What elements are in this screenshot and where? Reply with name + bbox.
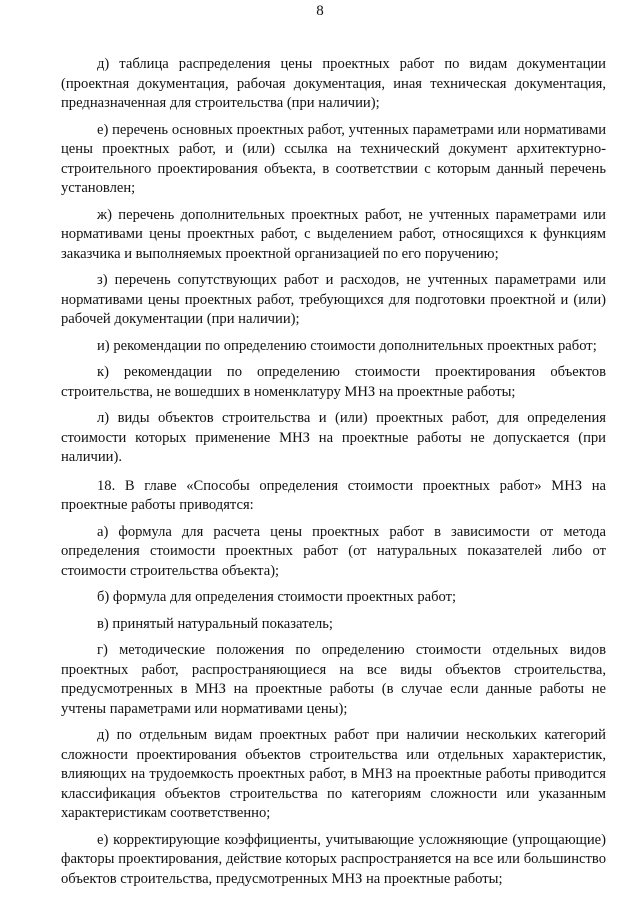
paragraph-d-price-distribution-table: д) таблица распределения цены проектных работ по видам документации (проектная документация, рабочая документация, иная техническая документация, предназначенная для строительства (при наличии); (61, 56, 606, 111)
paragraph-z-related-works-list: з) перечень сопутствующих работ и расходов, не учтенных параметрами или нормативами цены проектных работ, требующихся для подготовки проектной и (или) рабочей документации (при наличии); (61, 272, 606, 327)
paragraph-k-design-cost-recommendations: к) рекомендации по определению стоимости проектирования объектов строительства, не вошедших в номенклатуру МНЗ на проектные работы; (61, 364, 606, 400)
paragraph-i-additional-works-recommendations: и) рекомендации по определению стоимости дополнительных проектных работ; (97, 337, 597, 354)
paragraph-e-main-works-list: е) перечень основных проектных работ, учтенных параметрами или нормативами цены проектных работ, и (или) ссылка на технический документ архитектурно-строительного проектирования объекта, в соответствии с которым данный перечень установлен; (61, 121, 606, 196)
page-number: 8 (316, 3, 324, 19)
paragraph-zh-additional-works-list: ж) перечень дополнительных проектных работ, не учтенных параметрами или нормативами цены проектных работ, с выделением работ, относящихся к функциям заказчика и выполняемых проектной организацией по его поручению; (61, 206, 606, 262)
paragraph-a-price-formula: а) формула для расчета цены проектных работ в зависимости от метода определения стоимости проектных работ (от натуральных показателей либо от стоимости строительства объекта); (61, 523, 606, 579)
paragraph-18-cost-methods-chapter: 18. В главе «Способы определения стоимости проектных работ» МНЗ на проектные работы приводятся: (61, 477, 606, 513)
paragraph-b-cost-formula: б) формула для определения стоимости проектных работ; (97, 589, 457, 605)
paragraph-v-natural-indicator: в) принятый натуральный показатель; (97, 615, 333, 632)
paragraph-g-methodical-provisions: г) методические положения по определению стоимости отдельных видов проектных работ, распространяющиеся на все виды объектов строительства, предусмотренных в МНЗ на проектные работы (в случае если данные работы не учтены параметрами или нормативами цены); (61, 642, 606, 717)
paragraph-e-correction-coefficients: е) корректирующие коэффициенты, учитывающие усложняющие (упрощающие) факторы проектирования, действие которых распространяется на все или большинство объектов строительства, предусмотренных МНЗ на проектные работы; (61, 831, 606, 887)
paragraph-l-excluded-object-types: л) виды объектов строительства и (или) проектных работ, для определения стоимости которых применение МНЗ на проектные работы не допускается (при наличии). (61, 410, 606, 465)
document-body (61, 55, 606, 889)
paragraph-d-complexity-classification: д) по отдельным видам проектных работ при наличии нескольких категорий сложности проектирования объектов строительства или отдельных характеристик, влияющих на трудоемкость проектных работ, в МНЗ на проектные работы приводится классификация объектов строительства по категориям сложности или указанным характеристикам соответственно; (61, 727, 606, 821)
